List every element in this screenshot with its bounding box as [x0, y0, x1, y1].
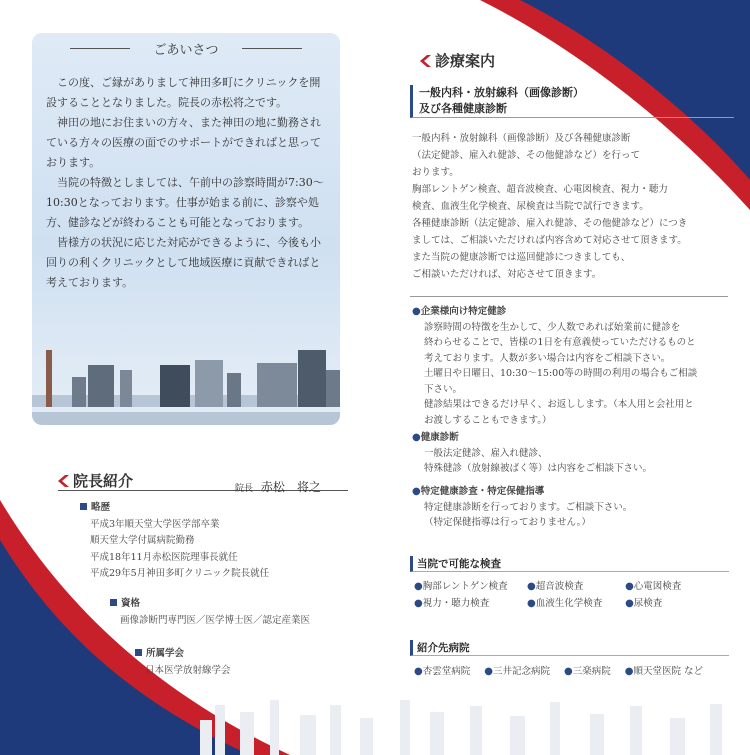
society-label-row — [135, 646, 231, 663]
tests-heading: 当院で可能な検査 — [410, 556, 729, 572]
career-block — [80, 500, 269, 583]
bullet-icon: ● — [412, 306, 421, 317]
bullet-icon: ● — [414, 666, 423, 677]
referral-item — [625, 664, 703, 681]
director-name: 赤松 将之 — [260, 480, 321, 494]
health-title-row — [412, 430, 732, 446]
corporate-text — [412, 320, 737, 429]
health-title: 健康診断 — [420, 432, 459, 443]
qualification-label-row — [110, 596, 310, 613]
test-item-label: 心電図検査 — [633, 581, 682, 592]
referral-label: 三楽病院 — [572, 666, 611, 677]
career-label-row — [80, 500, 269, 517]
corporate-line: 土曜日や日曜日、10:30〜15:00等の時間の利用の場合もご相談 — [424, 368, 698, 379]
society-label: 所属学会 — [146, 648, 185, 659]
career-list — [80, 517, 269, 583]
director-name-line — [235, 478, 321, 495]
intro-line: 胸部レントゲン検査、超音波検査、心電図検査、視力・聴力 — [412, 184, 668, 195]
career-item: 順天堂大学付属病院勤務 — [90, 535, 195, 546]
greeting-text — [46, 73, 330, 293]
special-line: （特定保健指導は行っておりません。） — [424, 517, 591, 528]
corporate-title: 企業様向け特定健診 — [420, 306, 507, 317]
special-checkup-block — [412, 484, 732, 531]
bullet-icon: ● — [527, 581, 536, 592]
bullet-icon: ● — [527, 598, 536, 609]
bullet-icon: ● — [412, 486, 421, 497]
referral-item — [484, 664, 550, 681]
services-subheading — [410, 85, 734, 118]
greeting-paragraph: 当院の特徴としましては、午前中の診察時間が7:30〜10:30となっております。仕事が始まる前に、診察や処方、健診などが終わることも可能となっております。 — [46, 176, 324, 229]
chevron-icon — [420, 55, 431, 67]
corporate-line: お渡しすることもできます。） — [424, 414, 552, 426]
square-bullet-icon — [110, 599, 117, 606]
title-rule-right — [242, 48, 302, 49]
special-text — [412, 500, 732, 531]
health-checkup-block — [412, 430, 732, 477]
corporate-line: 健診結果はできるだけ早く、お返しします。（本人用と会社用と — [424, 399, 694, 410]
intro-line: 一般内科・放射線科（画像診断）及び各種健康診断 — [412, 133, 631, 144]
greeting-paragraph: 皆様方の状況に応じた対応ができるように、今後も小回りの利くクリニックとして地域医療に貢献できればと考えております。 — [46, 236, 321, 289]
square-bullet-icon — [135, 649, 142, 656]
career-item: 平成29年5月神田多町クリニック院長就任 — [90, 568, 270, 579]
bullet-icon: ● — [414, 581, 423, 592]
intro-line: 検査、血液生化学検査、尿検査は当院で試行できます。 — [412, 201, 649, 212]
bullet-icon: ● — [625, 598, 634, 609]
city-skyline-photo — [32, 315, 340, 425]
corporate-title-row — [412, 304, 737, 320]
greeting-panel — [32, 33, 340, 425]
chevron-icon — [58, 475, 69, 487]
intro-line: また当院の健康診断では巡回健診につきましても、 — [412, 252, 631, 263]
tests-row — [414, 595, 734, 612]
referrals-list — [414, 664, 744, 681]
corporate-line: 考えております。人数が多い場合は内容をご相談下さい。 — [424, 352, 671, 364]
test-item-label: 尿検査 — [633, 598, 663, 609]
referral-label: 三井記念病院 — [492, 666, 550, 677]
corporate-checkup-block — [412, 304, 737, 428]
test-item — [414, 595, 524, 612]
special-title-row — [412, 484, 732, 500]
intro-line: おります。 — [412, 167, 459, 178]
corporate-line: 終わらせることで、皆様の1日を有意義使っていただけるものと — [424, 337, 696, 348]
test-item-label: 視力・聴力検査 — [422, 598, 490, 609]
health-line: 特殊健診（放射線被ばく等）は内容をご相談下さい。 — [424, 463, 653, 474]
divider — [410, 296, 728, 297]
test-item — [625, 595, 662, 612]
services-intro — [412, 130, 732, 283]
intro-line: ましては、ご相談いただければ内容含めて対応させて頂きます。 — [412, 235, 687, 246]
test-item-label: 胸部レントゲン検査 — [422, 581, 508, 592]
bullet-icon: ● — [564, 666, 573, 677]
tests-list — [414, 578, 734, 612]
intro-line: （法定健診、雇入れ健診、その他健診など）を行って — [412, 150, 641, 161]
referral-label: 順天堂医院 など — [633, 666, 704, 677]
test-item-label: 超音波検査 — [535, 581, 584, 592]
test-item — [414, 578, 524, 595]
test-item-label: 血液生化学検査 — [535, 598, 603, 609]
health-line: 一般法定健診、雇入れ健診、 — [424, 447, 548, 459]
corporate-line: 診察時間の特徴を生かして、少人数であれば始業前に健診を — [424, 321, 681, 333]
services-heading-text: 診療案内 — [435, 52, 496, 70]
director-role: 院長 — [235, 484, 254, 494]
director-heading-text: 院長紹介 — [73, 472, 134, 490]
test-item — [527, 595, 622, 612]
health-text — [412, 446, 732, 477]
career-item: 平成3年順天堂大学医学部卒業 — [90, 518, 220, 530]
greeting-paragraph: この度、ご縁がありまして神田多町にクリニックを開設することとなりました。院長の赤松将之です。 — [46, 76, 321, 109]
qualification-block — [110, 596, 310, 629]
services-subheading-line: 一般内科・放射線科（画像診断） — [419, 86, 584, 99]
tests-row — [414, 578, 734, 595]
corporate-line: 下さい。 — [424, 383, 463, 395]
referrals-heading: 紹介先病院 — [410, 640, 729, 656]
society-text: 日本医学放射線学会 — [145, 664, 231, 676]
career-label: 略歴 — [91, 502, 111, 513]
society-block — [135, 646, 231, 679]
referral-item — [564, 664, 611, 681]
intro-line: ご相談いただければ、対応させて頂きます。 — [412, 269, 602, 280]
special-line: 特定健康診断を行っております。ご相談下さい。 — [424, 501, 633, 513]
test-item — [625, 578, 681, 595]
services-heading — [420, 50, 495, 71]
bullet-icon: ● — [412, 432, 421, 443]
career-item: 平成18年11月赤松医院理事長就任 — [90, 551, 238, 563]
services-subheading-line: 及び各種健康診断 — [419, 102, 507, 115]
special-title: 特定健康診査・特定保健指導 — [420, 486, 545, 497]
referral-label: 杏雲堂病院 — [422, 666, 471, 677]
director-heading — [58, 470, 133, 491]
greeting-paragraph: 神田の地にお住まいの方々、また神田の地に勤務されている方々の医療の面でのサポートができればと思っております。 — [46, 116, 321, 169]
test-item — [527, 578, 622, 595]
qualification-text: 画像診断門専門医／医学博士医／認定産業医 — [120, 614, 311, 626]
referral-item — [414, 664, 470, 681]
bullet-icon: ● — [414, 598, 423, 609]
greeting-title: ごあいさつ — [153, 43, 219, 58]
qualification-label: 資格 — [121, 598, 141, 609]
bullet-icon: ● — [484, 666, 493, 677]
bullet-icon: ● — [624, 666, 634, 677]
intro-line: 各種健康診断（法定健診、雇入れ健診、その他健診など）につき — [412, 218, 688, 229]
square-bullet-icon — [80, 503, 87, 510]
bullet-icon: ● — [625, 581, 634, 592]
